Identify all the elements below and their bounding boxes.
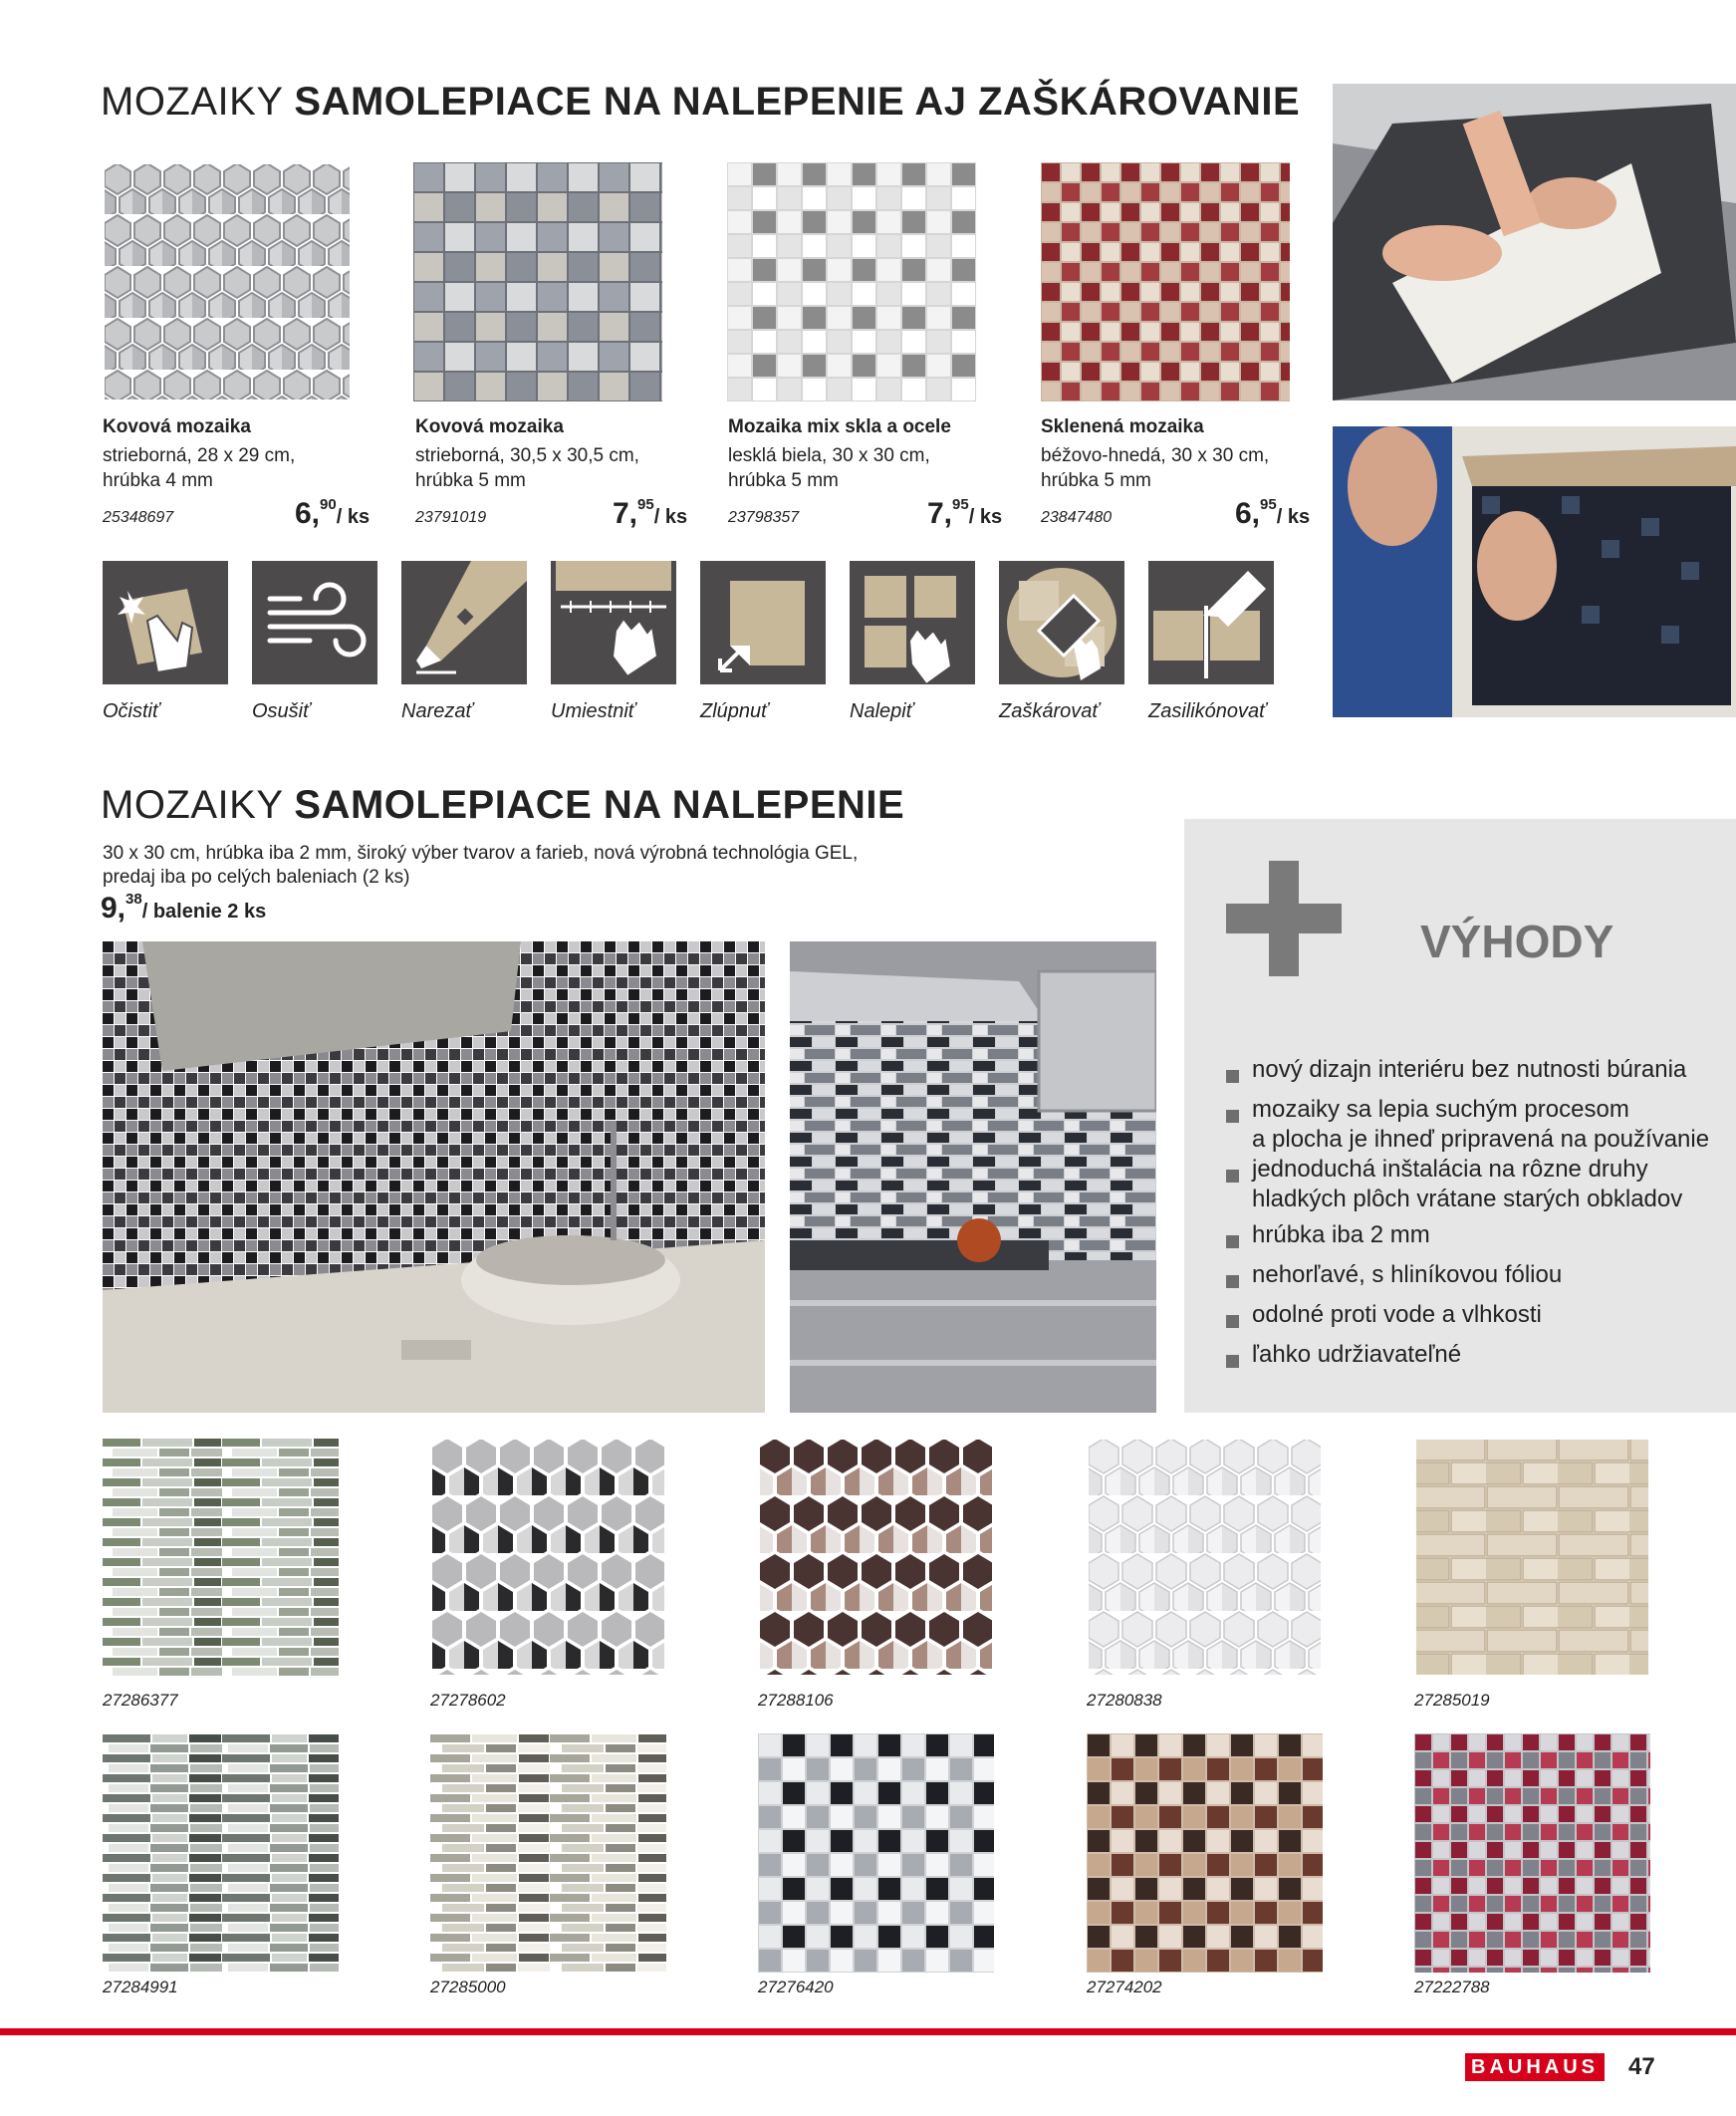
price-cents: 90: [320, 496, 337, 513]
product-code: 25348697: [103, 509, 174, 526]
swatch-image-square-black-white: [758, 1733, 994, 1973]
bullet-icon: [1226, 1355, 1239, 1368]
swatch-image-linear-green: [103, 1438, 339, 1677]
photo-bathroom: [103, 941, 765, 1413]
swatch-code: 27222788: [1414, 1978, 1490, 1996]
step-dry: [252, 561, 377, 684]
section2-title-bold: SAMOLEPIACE NA NALEPENIE: [294, 783, 905, 827]
product-desc: hrúbka 5 mm: [728, 470, 839, 491]
step-label: Narezať: [401, 700, 473, 722]
step-label: Zlúpnuť: [700, 700, 769, 722]
swatch-image-linear-grey-green: [103, 1733, 339, 1973]
swatch-code: 27280838: [1087, 1691, 1162, 1710]
swatch-code: 27284991: [103, 1978, 178, 1996]
benefit-item: a plocha je ihneď pripravená na používanie: [1252, 1126, 1710, 1153]
product-code: 23798357: [728, 509, 800, 526]
swatch-image-linear-beige: [430, 1733, 666, 1973]
benefit-item: nový dizajn interiéru bez nutnosti búrania: [1252, 1056, 1687, 1083]
product-desc: hrúbka 5 mm: [1041, 470, 1151, 491]
product-desc: béžovo-hnedá, 30 x 30 cm,: [1041, 445, 1270, 466]
swatch-image-square-brown-beige: [1087, 1733, 1323, 1973]
product-price: [613, 496, 687, 531]
step-label: Zaškárovať: [999, 700, 1100, 722]
benefit-item: odolné proti vode a vlhkosti: [1252, 1301, 1542, 1328]
price-cents: 95: [952, 496, 969, 513]
product-name: Sklenená mozaika: [1041, 416, 1204, 437]
product-desc: strieborná, 30,5 x 30,5 cm,: [415, 445, 639, 466]
product-desc: lesklá biela, 30 x 30 cm,: [728, 445, 930, 466]
section2-desc: predaj iba po celých baleniach (2 ks): [103, 867, 410, 888]
cutter-knife-icon: [401, 561, 527, 684]
bullet-icon: [1226, 1110, 1239, 1123]
step-label: Osušiť: [252, 700, 311, 722]
section1-title-bold: SAMOLEPIACE NA NALEPENIE AJ ZAŠKÁROVANIE: [294, 80, 1301, 124]
section2-title: [101, 783, 904, 828]
photo-placing-mosaic: [1333, 426, 1736, 717]
bullet-icon: [1226, 1315, 1239, 1328]
section2-price: [101, 891, 266, 926]
swatch-code: 27278602: [430, 1691, 506, 1710]
product-image-metal-hex: [103, 162, 352, 401]
price-int: 7,: [613, 497, 638, 530]
bullet-icon: [1226, 1275, 1239, 1288]
step-peel: [700, 561, 826, 684]
price-unit: / ks: [653, 506, 688, 528]
price-unit: / ks: [968, 506, 1003, 528]
swatch-image-marble-brick: [1414, 1438, 1650, 1677]
peel-icon: [700, 561, 826, 684]
silicone-gun-icon: [1148, 561, 1274, 684]
stick-hand-icon: [850, 561, 975, 684]
price-cents: 95: [1260, 496, 1277, 513]
product-desc: hrúbka 5 mm: [415, 470, 526, 491]
section1-title: [101, 80, 1300, 125]
swatch-code: 27285000: [430, 1978, 506, 1996]
step-label: Zasilikónovať: [1148, 700, 1267, 722]
step-grout: [999, 561, 1124, 684]
benefit-item: jednoduchá inštalácia na rôzne druhy: [1252, 1156, 1648, 1183]
swatch-code: 27286377: [103, 1691, 178, 1710]
step-cut: [401, 561, 527, 684]
benefits-title: VÝHODY: [1420, 916, 1614, 967]
bullet-icon: [1226, 1235, 1239, 1248]
benefits-panel: [1184, 819, 1736, 1413]
product-desc: strieborná, 28 x 29 cm,: [103, 445, 296, 466]
product-price: [295, 496, 370, 531]
price-int: 7,: [927, 497, 953, 530]
product-name: Kovová mozaika: [415, 416, 564, 437]
swatch-code: 27276420: [758, 1978, 834, 1996]
price-int: 6,: [1235, 497, 1261, 530]
measure-place-icon: [551, 561, 676, 684]
price-unit: / ks: [1276, 506, 1311, 528]
step-label: Očistiť: [103, 700, 160, 722]
section2-desc: 30 x 30 cm, hrúbka iba 2 mm, široký výber tvarov a farieb, nová výrobná technológia GEL,: [103, 843, 859, 864]
product-code: 23847480: [1041, 509, 1113, 526]
bullet-icon: [1226, 1070, 1239, 1083]
price-cents: 38: [125, 891, 142, 908]
benefit-item: hrúbka iba 2 mm: [1252, 1221, 1430, 1248]
wind-icon: [252, 561, 377, 684]
brand-logo: BAUHAUS: [1465, 2053, 1605, 2081]
product-desc: hrúbka 4 mm: [103, 470, 213, 491]
step-label: Nalepiť: [850, 700, 913, 722]
page-number: 47: [1628, 2053, 1655, 2080]
plus-icon: [1226, 861, 1342, 976]
price-unit: / balenie 2 ks: [141, 901, 267, 923]
swatch-image-hex-white: [1087, 1438, 1323, 1677]
product-image-glass-steel-mix: [727, 162, 976, 401]
price-cents: 95: [637, 496, 654, 513]
product-image-metal-square: [413, 162, 662, 401]
section1-title-light: MOZAIKY: [101, 80, 295, 124]
step-stick: [850, 561, 975, 684]
benefit-item: mozaiky sa lepia suchým procesom: [1252, 1096, 1629, 1123]
step-label: Umiestniť: [551, 700, 635, 722]
product-image-beige-brown-glass: [1041, 162, 1290, 401]
step-clean: [103, 561, 228, 684]
swatch-image-square-red-grey: [1414, 1733, 1650, 1973]
benefit-item: ľahko udržiavateľné: [1252, 1341, 1462, 1368]
grout-trowel-icon: [999, 561, 1124, 684]
photo-applying-tile: [1333, 84, 1736, 400]
benefit-item: hladkých plôch vrátane starých obkladov: [1252, 1186, 1683, 1212]
section2-title-light: MOZAIKY: [101, 783, 295, 827]
swatch-code: 27288106: [758, 1691, 834, 1710]
swatch-image-hex-grey-black: [430, 1438, 666, 1677]
product-name: Kovová mozaika: [103, 416, 251, 437]
product-name: Mozaika mix skla a ocele: [728, 416, 951, 437]
swatch-image-hex-brown-mix: [758, 1438, 994, 1677]
product-price: [1235, 496, 1310, 531]
swatch-code: 27274202: [1087, 1978, 1162, 1996]
bullet-icon: [1226, 1170, 1239, 1183]
step-place: [551, 561, 676, 684]
footer-divider: [0, 2028, 1736, 2035]
step-silicone: [1148, 561, 1274, 684]
price-unit: / ks: [336, 506, 371, 528]
clean-hand-icon: [103, 561, 228, 684]
product-code: 23791019: [415, 509, 487, 526]
price-int: 9,: [101, 892, 126, 925]
benefit-item: nehorľavé, s hliníkovou fóliou: [1252, 1261, 1563, 1288]
product-price: [927, 496, 1002, 531]
swatch-code: 27285019: [1414, 1691, 1490, 1710]
photo-kitchen: [790, 941, 1156, 1413]
price-int: 6,: [295, 497, 321, 530]
